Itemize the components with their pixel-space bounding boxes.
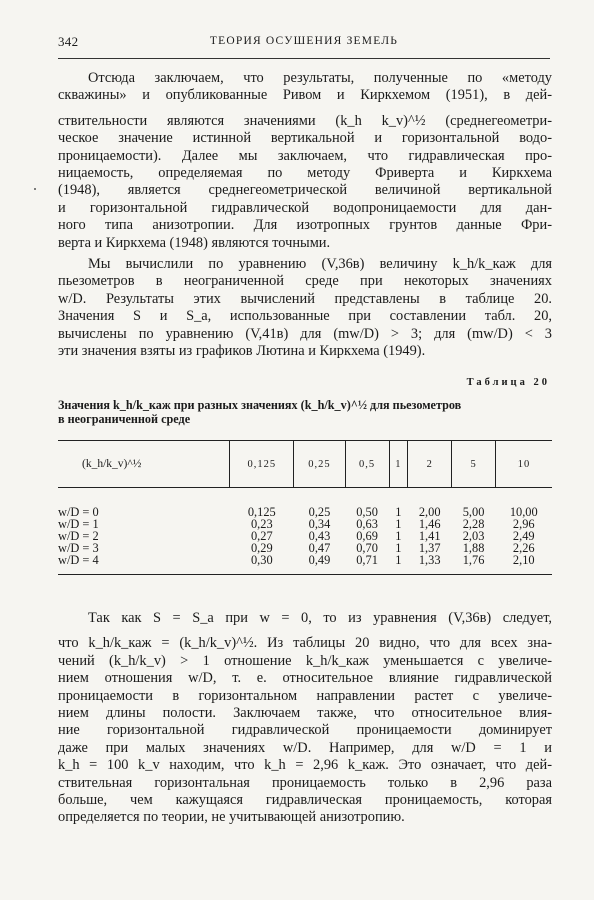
column-header: 1 [389, 441, 408, 488]
table-cell: 1,37 [418, 541, 441, 555]
column-header: 0,25 [294, 441, 345, 488]
margin-speck [34, 188, 36, 190]
paragraph-line: ного типа анизотропии. Для изотропных грунтов данные Фри- [58, 217, 552, 234]
table-cell: 2,28 [462, 517, 485, 531]
paragraph-line: Мы вычислили по уравнению (V,36в) величину k_h/k_каж для [88, 256, 552, 272]
paragraph-line: пьезометров в неограниченной среде при некоторых значениях [58, 273, 552, 290]
table-cell: 0,125 [247, 505, 276, 519]
column-header: 5 [452, 441, 496, 488]
table-cell: 0,49 [294, 554, 345, 575]
table-cell: 1 [395, 529, 402, 543]
table-cell: 2,03 [462, 529, 485, 543]
row-label: w/D = 2 [58, 529, 99, 543]
table-cell: 1,88 [462, 541, 485, 555]
table-cell: 0,30 [230, 554, 294, 575]
paragraph-line: ницаемость, определяемая по методу Фриверта и Киркхема [58, 165, 552, 182]
paragraph-3 [58, 610, 552, 827]
caption-line: в неограниченной среде [58, 412, 191, 426]
paragraph-2 [58, 256, 552, 360]
paragraph-line: ствительности являются значениями (k_h k_v)^½ (среднегеометри- [58, 112, 552, 129]
paragraph-line: нием отношения w/D, т. е. относительное влияние гидравлической [58, 670, 552, 687]
paragraph-line: (1948), является среднегеометрической величиной вертикальной [58, 182, 552, 199]
table-number: Таблица 20 [466, 377, 550, 388]
table-cell: 0,23 [250, 517, 273, 531]
paragraph-line: больше, чем кажущаяся гидравлическая проницаемость, которая [58, 792, 552, 809]
table-caption [58, 398, 552, 426]
row-label: w/D = 1 [58, 517, 99, 531]
table-cell: 1 [395, 517, 402, 531]
paragraph-line: нием длины полости. Заключаем также, что относительное влия- [58, 705, 552, 722]
table-cell: 2,10 [496, 554, 552, 575]
table-cell: 0,29 [250, 541, 273, 555]
table-cell: 2,00 [418, 505, 441, 519]
running-title: ТЕОРИЯ ОСУШЕНИЯ ЗЕМЕЛЬ [209, 35, 399, 47]
page-number: 342 [58, 34, 79, 49]
table-cell: 2,26 [512, 541, 535, 555]
paragraph-line: вычислены по уравнению (V,41в) для (mw/D) > 3; для (mw/D) < 3 [58, 325, 552, 342]
paragraph-line: Значения S и S_a, использованные при составлении табл. 20, [58, 308, 552, 325]
table-cell: 1 [395, 541, 402, 555]
row-label: w/D = 3 [58, 541, 99, 555]
paragraph-line: даже при малых значениях w/D. Например, для w/D = 1 и [58, 739, 552, 756]
table-cell: 1,33 [408, 554, 452, 575]
paragraph-line: и горизонтальной гидравлической водопроницаемости для дан- [58, 199, 552, 216]
caption-line: Значения k_h/k_каж при разных значениях (k_h/k_v)^½ для пьезометров [58, 398, 462, 412]
table-cell: 2,49 [512, 529, 535, 543]
table-cell: 1 [395, 505, 402, 519]
column-header: 0,5 [345, 441, 389, 488]
table-cell: 1,41 [418, 529, 441, 543]
table-cell: 10,00 [509, 505, 538, 519]
paragraph-line: ческое значение истинной вертикальной и горизонтальной водо- [58, 130, 552, 147]
table-cell: 0,34 [308, 517, 331, 531]
table-cell: 0,63 [356, 517, 378, 531]
column-header: 0,125 [230, 441, 294, 488]
row-label: w/D = 4 [58, 554, 230, 575]
paragraph-line: w/D. Результаты этих вычислений представлены в таблице 20. [58, 290, 552, 307]
row-label: w/D = 0 [58, 505, 99, 519]
table-cell: 1,46 [418, 517, 441, 531]
table-header-row [58, 441, 552, 488]
table-cell: 5,00 [462, 505, 485, 519]
paragraph-line: что k_h/k_каж = (k_h/k_v)^½. Из таблицы 20 видно, что для всех зна- [58, 635, 552, 652]
paragraph-1 [58, 70, 552, 252]
table-cell: 0,47 [308, 541, 331, 555]
header-label: (k_h/k_v)^½ [58, 441, 230, 488]
table-cell: 0,69 [356, 529, 378, 543]
paragraph-line: определяется по теории, не учитывающей анизотропию. [58, 809, 405, 826]
table-cell: 1 [389, 554, 408, 575]
paragraph-line: верта и Киркхема (1948) являются точными. [58, 234, 331, 251]
paragraph-line: k_h = 100 k_v находим, что k_h = 2,96 k_каж. Это означает, что дей- [58, 757, 552, 774]
data-table [58, 440, 552, 575]
table-row [58, 488, 552, 519]
page-header [58, 34, 550, 54]
table-cell: 1,76 [452, 554, 496, 575]
table-cell: 0,71 [345, 554, 389, 575]
column-header: 2 [408, 441, 452, 488]
table-cell: 0,43 [308, 529, 331, 543]
table-row [58, 554, 552, 575]
header-rule [58, 58, 550, 59]
paragraph-line: Так как S = S_a при w = 0, то из уравнения (V,36в) следует, [88, 610, 552, 626]
paragraph-line: проницаемости в горизонтальном направлении растет с увеличе- [58, 687, 552, 704]
paragraph-line: скважины» и опубликованные Ривом и Киркхемом (1951), в дей- [58, 87, 552, 104]
table-cell: 0,27 [250, 529, 273, 543]
paragraph-line: чений (k_h/k_v) > 1 отношение k_h/k_каж уменьшается с увеличе- [58, 652, 552, 669]
paragraph-line: ние горизонтальной гидравлической проницаемости доминирует [58, 722, 552, 739]
table-cell: 0,25 [308, 505, 331, 519]
paragraph-line: Отсюда заключаем, что результаты, полученные по «методу [88, 70, 552, 86]
table-cell: 2,96 [512, 517, 535, 531]
column-header: 10 [496, 441, 552, 488]
paragraph-line: ствительная горизонтальная проницаемость только в 2,96 раза [58, 774, 552, 791]
table-cell: 0,70 [356, 541, 378, 555]
paragraph-line: проницаемости). Далее мы заключаем, что гидравлическая про- [58, 147, 552, 164]
table-cell: 0,50 [356, 505, 378, 519]
paragraph-line: эти значения взяты из графиков Лютина и Киркхема (1949). [58, 343, 426, 360]
